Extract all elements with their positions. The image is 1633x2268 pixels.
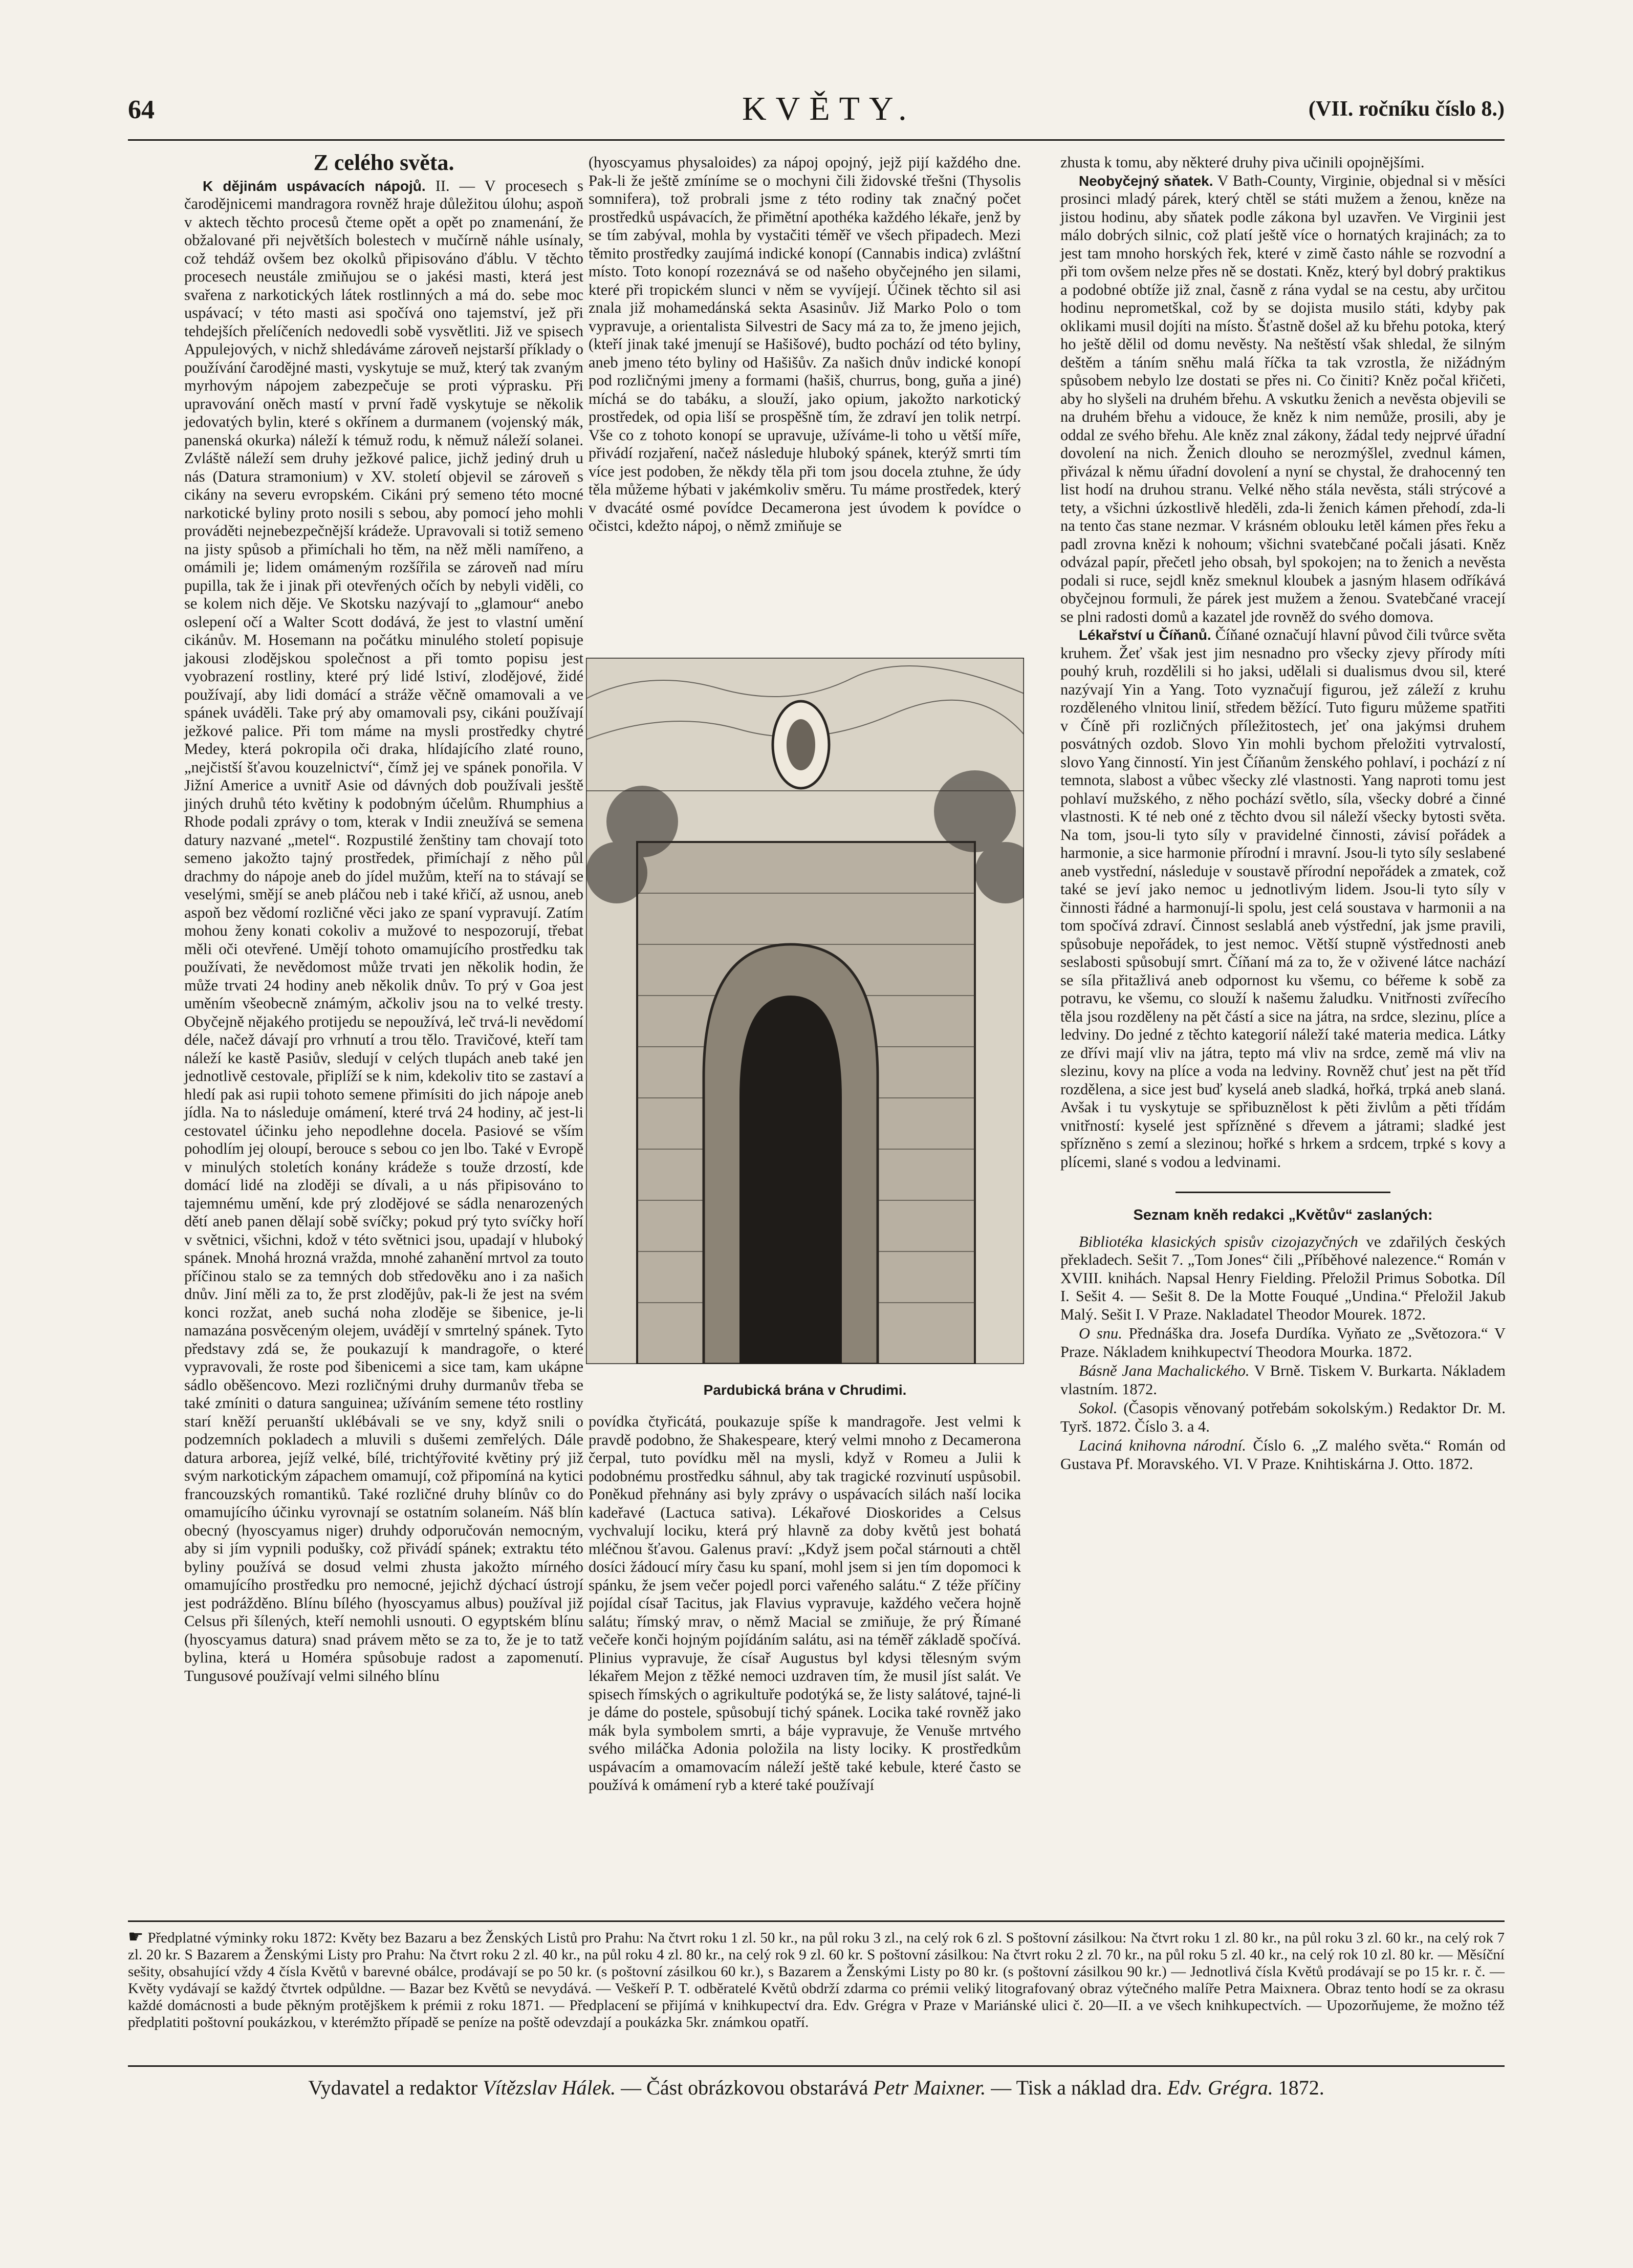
column-1 — [184, 150, 583, 1914]
books-heading: Seznam kněh redakci „Květův“ zaslaných: — [1133, 1207, 1433, 1223]
article-chinese-medicine — [1060, 626, 1506, 1171]
footer-year: 1872. — [1273, 2076, 1324, 2099]
notice-rule — [128, 1920, 1505, 1922]
book-entry — [1060, 1399, 1506, 1436]
column-3 — [1060, 154, 1506, 1914]
page-number: 64 — [128, 95, 155, 124]
book-title: Bibliotéka klasických spisův cizojazyčných — [1079, 1233, 1358, 1250]
printer-name: Edv. Grégra. — [1167, 2076, 1273, 2099]
article-continuation-2: povídka čtyřicátá, poukazuje spíše k mandragoře. Jest velmi k pravdě podobno, že Shakespeare, který velmi mnoho z Decamerona čerpal, tuto povídku měl na mysli, když v Romeu a Julii k podobnému prostředku sáhnul, aby tak tragické rozvinutí uspůsobil. Poněkud přehnány asi byly zprávy o uspávacích silách naší locika kadeřavé (Lactuca sativa). Lékařové Dioskorides a Celsus vychvalují lociku, která prý hlavně za doby květů jest bohatá mléčnou šťavou. Galenus praví: „Když jsem počal stárnouti a chtěl dosíci žádoucí míry času ku spaní, mohl jsem si jen tím dopomoci k spánku, že jsem večer pojedl porci vařeného salátu.“ Z téže příčiny pojídal císař Tacitus, jak Flavius vypravuje, každého večera hojně salátu; římský mrav, o němž Macial se zmiňuje, že prý Římané večeře konči hojným pojídáním salátu, asi na téměř základě spočívá. Plinius vypravuje, že císař Augustus byl kdysi tělesným svým lékařem Mejon z těžké nemoci uzdraven tím, že musil jíst salát. Ve spisech římských o agrikultuře podotýká se, že listy salátové, tajné-li je dáme do postele, spůsobují tichý spánek. Locika také rovněž jako mák byla symbolem smrti, a báje vypravuje, že Venuše mrtvého svého miláčka Adonia položila na listy lociky. K prostředkům uspávacím a omamovacím náleží ještě také kebule, které často se používá k omámení ryb a které také používají — [589, 1413, 1021, 1794]
section-divider — [1175, 1192, 1390, 1193]
book-details: Přednáška dra. Josefa Durdíka. Vyňato ze „Světozora.“ V Praze. Nákladem knihkupectví Theodora Mourka. 1872. — [1060, 1325, 1506, 1360]
section-title: Z celého světa. — [313, 150, 454, 175]
book-title: Básně Jana Machalického. — [1079, 1362, 1250, 1379]
illustrator-name: Petr Maixner. — [873, 2076, 986, 2099]
engraving-illustration — [586, 658, 1024, 1364]
editor-name: Vítězslav Hálek. — [483, 2076, 616, 2099]
article-heading: Neobyčejný sňatek. — [1079, 172, 1213, 189]
footer-rule — [128, 2065, 1505, 2067]
book-entry — [1060, 1233, 1506, 1324]
page-header — [128, 90, 1505, 136]
footer-text: — Tisk a náklad dra. — [986, 2076, 1167, 2099]
article-body: Číňané označují hlavní původ čili tvůrce světa kruhem. Žeť však jest jim nesnadno pro všecky zjevy přírody míti pouhý kruh, rozdělili si ho jaksi, udělali si dualismus dvou sil, které nazývají Yin a Yang. Toto vyznačují figurou, jež záleží z kruhu rozděleného vlnitou linií, středem běžící. Tuto figuru můžeme spatřiti v Číně při rozličných příležitostech, jeť ona jakýmsi druhem posvátných ozdob. Slovo Yin mohli bychom přeložiti vytrvalostí, slovo Yang činností. Yin jest Číňanům ženského pohlaví, i pochází z ní temnota, slabost a vůbec všecky zlé vlastnosti. Yang naproti tomu jest pohlaví mužského, z něho pochází světlo, síla, všecky dobré a činné vlastnosti. K té neb oné z těchto dvou sil náleží všecky bytosti světa. Na tom, jsou-li tyto síly v pravidelné činnosti, závisí pořádek a harmonie, a sice harmonie přírodní i mravní. Jsou-li tyto síly seslabené aneb vystřední, následuje v soustavě přírodní nepořádek a zmatek, což také se jeví jako nemoc u jednotlivým lidem. Jsou-li tyto síly v činnosti řádné a harmonují-li spolu, jest celá soustava v harmonii a na tom spočívá zdraví. Činnost seslablá aneb výstřední, jak jsme pravili, spůsobuje nepořádek, to jest nemoc. Větší stupně výstřednosti aneb seslabosti spůsobují smrt. Číňaní má za to, že v oživené látce nachází se síla přitažlivá aneb odpornost ku všemu, co béřeme k sobě za potravu, ke všemu, co slouží k našemu žaludku. Vnitřnosti zvířecího těla jsou rozděleny na pět částí a sice na játra, na srdce, slezinu, plíce a ledviny. Do jedné z těchto kategorií náleží také materia medica. Látky ze dřívi mají vliv na játra, tepto má vliv na srdce, země má vliv na slezinu, kovy na plíce a voda na ledviny. Rovněž chuť jest na pět tříd rozdělena, a sice jest buď kyselá aneb sladká, hořká, trpká aneb slaná. Avšak i tu vyskytuje se spřibuznělost k pěti živlům a pěti třídám vnitřností: kyselé jest spřízněné s dřevem a játrami; sladké jest spřízněno s zemí a slezinou; hořké s hrkem a srdcem, trpké s kovy a plícemi, slané s vodou a ledvinami. — [1060, 626, 1506, 1171]
publisher-footer — [128, 2076, 1505, 2100]
article-sleep-potions — [184, 177, 583, 1686]
illustration-caption: Pardubická brána v Chrudimi. — [703, 1382, 907, 1398]
book-title: Sokol. — [1079, 1399, 1118, 1417]
article-body: II. — V procesech s čarodějnicemi mandragora rovněž hraje důležitou úlohu; aspoň v aktech těchto procesů čteme opět a opět po znamenání, že obžalované při největších bolestech v mučírně náhle usínaly, což tehdáž ovšem bez okolků připisováno ďáblu. V těchto procesech neustále zmiňujou se o jakési masti, která jest svařena z narkotických látek rostlinných a má do. sebe moc uspávací; v této masti asi spočívá ono tajemství, jež při tehdejších přelíčeních nedovedli sobě vysvětliti. Již ve spisech Appulejových, v nichž shledáváme zároveň nejstarší příklady o používání čarodějné masti, vyskytuje se muž, který tak zvaným myrhovým nápojem zabezpečuje se proti výprasku. Při upravování oněch mastí v první řadě vyskytuje se několik jedovatých bylin, které s okřínem a durmanem (vojenský mák, panenská okurka) náleží k témuž rodu, k němuž náleží solanei. Zvláště náleží sem druhy ježkové palice, jichž jediný druh u nás (Datura stramonium) v XV. století objevil se zároveň s cikány na severu evropském. Cikáni prý semeno této mocné narkotické byliny proto nosili s sebou, aby pomocí jeho mohli prováděti nejnebezpečnější krádeže. Upravovali si totiž semeno na jisty spůsob a přimíchali ho těm, na něž měli namířeno, a omámili je; lidem omámeným rozšířila se zároveň nad míru pupilla, tak že i jinak při otevřených očích by nebyli viděli, co se kolem nich děje. Ve Skotsku nazývají to „glamour“ anebo oslepení očí a Walter Scott dodává, že jest to vlastní umění cikánův. M. Hosemann na počátku minulého století popisuje jakousi zlodějskou společnost a při tomto popisu jest vyobrazení rostliny, které prý lidé lstiví, zlodějové, židé používají, aby lidi domácí a stráže věčně omamovali a ve spánek uváděli. Take prý aby omamovali psy, cikáni používají ježkové palice. Při tom máme na mysli prostředky chytré Medey, která pokropila oči draka, hlídajícího zlaté rouno, „nejčistší šťavou kouzelnictví“, čímž jej ve spánek ponořila. V Jižní Americe a uvnitř Asie od dávných dob používali jesště jiných druhů této květiny k podobným účelům. Rhumphius a Rhode podali zprávy o tom, kterak v Indii zneužívá se semena datury nazvané „metel“. Rozpustilé ženštiny tam chovají toto semeno jakožto tajný prostředek, přimíchají z něho půl drachmy do nápoje aneb do jídel mužům, kteří na to stávají se veselými, smějí se aneb pláčou neb i také křičí, až usnou, aneb aspoň bez vědomí rozličné věci jako ze spaní vypravují. Zatím mohou ženy konati cokoliv a mužové to nespozorují, třebat měli oči otevřené. Umějí tohoto omamujícího prostředku tak používati, že nevědomost může trvati jen několik hodin, že může trvati 24 hodiny aneb několik dnův. To prý v Goa jest uměním všeobecně známým, ačkoliv jsou na to velké tresty. Obyčejně nějakého protijedu se nepoužívá, leč trvá-li nevědomí déle, načež dávají pro vrhnutí a trou tělo. Travičové, kteří tam náleží ke kastě Pasiův, sledují v celých tlupách aneb také jen jednotlivě cestovale, připlíží se k nim, kdekoliv tito se zastaví a hledí pak asi rupii tohoto semene přimísiti do jich nápoje aneb jídla. Na to následuje omámení, které trvá 24 hodiny, ač jest-li cestovatel účinku jeho nepodlehne docela. Pasiové se vším pohodlím jej oloupí, berouce s sebou co jen lbo. Také v Evropě v minulých stoletích konány krádeže s touže drzostí, kde domácí lidé na zloději se dívali, a u nás připisováno to tajemnému umění, kde prý zlodějové se sádla nenarozených dětí aneb panen dělají sobě svíčky; pokud prý tyto svíčky hoří v světnici, všichni, kdož v této světnici jsou, upadají v hluboký spánek. Mnohá hrozná vražda, mnohé zahanění mrtvol za touto příčinou stalo se za temných dob středověku ano i za našich dnův. Jiní měli za to, že prst zlodějův, pak-li že jest na svém konci rozžat, aneb suchá noha zloděje se šibenice, je-li namazána posvěceným olejem, uvádějí v smrtelný spánek. Tyto představy zdá se, že poukazují k mandragoře, o které vypravovali, že roste pod šibenicemi a sice tam, kam ukápne sádlo oběšencovo. Mezi rozličnými druhy durmanův třeba se také zmíniti o datura sanguinea; užíváním semene této rostliny starí kněží peruanští uklébávali se ve sny, když snili o podzemních pokladech a mluvili s dušemi zemřelých. Dále datura arborea, jejíž velké, bílé, trichtýřovité květiny prý již svým narkotickým zápachem omamují, což připomíná na kytici francouzských romantiků. Také rozličné druhy blínův co do omamujícího účinku vyrovnají se ostatním solaneím. Náš blín obecný (hyoscyamus niger) druhdy odporučován nemocným, aby si jím vypnili podušky, což přivádí spánek; extraktu této byliny používá se dosud velmi zhusta jakožto mírného omamujícího prostředku pro nemocné, jejichž dýchací ústrojí jest podrážděno. Blínu bílého (hyoscyamus albus) používal již Celsus při šílených, kteří nemohli usnouti. O egyptském blínu (hyoscyamus datura) snad právem měto se za to, že je to tatž bylina, která u Homéra spůsobuje radost a zapomenutí. Tungusové používají velmi silného blínu — [184, 177, 583, 1684]
column-2-top — [589, 154, 1021, 665]
book-title: O snu. — [1079, 1325, 1122, 1342]
book-details: ve zdařilých českých překladech. Sešit 7. „Tom Jones“ čili „Příběhové nalezence.“ Román v XVIII. knihách. Napsal Henry Fielding. Přeložil Primus Sobotka. Díl I. Sešit 4. — Sešit 8. De la Motte Fouqué „Undina.“ Přeložil Jakub Malý. Sešit I. V Praze. Nakladatel Theodor Mourek. 1872. — [1060, 1233, 1506, 1323]
gate-engraving — [586, 658, 1024, 1364]
book-title: Laciná knihovna národní. — [1079, 1437, 1246, 1454]
book-entry — [1060, 1325, 1506, 1361]
footer-text: Vydavatel a redaktor — [308, 2076, 483, 2099]
column-2-bottom — [589, 1413, 1021, 1914]
header-rule — [128, 139, 1505, 141]
book-entry — [1060, 1362, 1506, 1398]
subscription-notice — [128, 1929, 1505, 2031]
article-heading: K dějinám uspávacích nápojů. — [203, 178, 426, 194]
book-details: Číslo 6. „Z malého světa.“ Román od Gustava Pf. Moravského. VI. V Praze. Knihtiskárna J. Otto. 1872. — [1060, 1437, 1506, 1473]
article-continuation: (hyoscyamus physaloides) za nápoj opojný, jejž pijí každého dne. Pak-li že ještě zmíníme se o mochyni čili židovské třešni (Thysolis somnifera), tož probrali jsme z této rodiny tak značný počet prostředků uspávacích, že přimětní apothéka každého lékaře, jenž by se tím zabýval, mohla by vystačiti téměř ve všech připadech. Mezi těmito prostředky zaujímá indické konopí (Cannabis indica) zvláštní místo. Toto konopí rozeznává se od našeho obyčejného jen silami, které při tropickém slunci v něm se vyvíjejí. Účinek těchto sil asi znala již mohamedánská sekta Asasinův. Již Marko Polo o tom vypravuje, a orientalista Silvestri de Sacy má za to, že jmeno jejich, (kteří jinak také jmenují se Hašišové), budto pochází od této byliny, aneb jmeno této byliny od Hašišův. Za našich dnův indické konopí pod rozličnými jmeny a formami (hašiš, churrus, bong, guňa a jiné) míchá se do tabáku, a slouží, jako opium, jakožto narkotický prostředek, od opia liší se prospěšně tím, že zdraví jen tolik netrpí. Vše co z tohoto konopí se upravuje, užíváme-li toho u větší míře, přivádí rozjaření, načež následuje hluboký spánek, kterýž smrti tím více jest podoben, že někdy těla při tom jsou docela ztuhne, že údy těla můžeme hýbati v jakémkoliv směru. Tu máme prostředek, který v dvacáté osmé povídce Decamerona jest úvodem k povídce o očistci, kdežto nápoj, o němž zmiňuje se — [589, 154, 1021, 534]
article-body: V Bath-County, Virginie, objednal si v měsíci prosinci mladý párek, který chtěl se státi mužem a ženou, kněze na jistou hodinu, aby sňatek podle zákona byl uzavřen. Ve Virginii jest málo dobrých silnic, což platí ještě více o hornatých krajinách; za to jest tam mnoho horských řek, které v zimě často náhle se rozvodní a při tom ovšem nelze přes ně se dostati. Kněz, který byl dobrý praktikus a podobné obtíže již znal, časně z rána vydal se na cestu, aby určitou hodinu neprometškal, což by se dojista musilo státi, kdyby pak oklikami musil dojíti na místo. Šťastně došel až ku břehu potoka, který ho ještě dělil od domu nevěsty. Na neštěstí však shledal, že silným deštěm a táním sněhu malá říčka ta tak vzrostla, že nižádným spůsobem nebylo lze dostati se přes ni. Co činiti? Kněz počal křičeti, aby ho slyšeli na druhém břehu. A vskutku ženich a nevěsta objevili se na druhém břehu a vidouce, že kněz k nim nemůže, prosili, aby je oddal ze svého břehu. Ale kněz znal zákony, žádal tedy nejprvé úřadní dovolení na nich. Ženich dlouho se nerozmýšlel, zvednul kámen, přivázal k němu úřadní dovolení a nyní se chystal, že drahocenný ten list hodí na druhou stranu. Velké něho stála nevěsta, stáli strýcové a tety, a všichni úzkostlivě hleděli, zda-li ženich kámen přehodí, zda-li na tento čas stane nezmar. V krásném oblouku letěl kámen přes řeku a padl zrovna knězi k nohoum; všichni svatebčané počali jásati. Kněz odvázal papír, přečetl jeho obsah, byl spokojen; na to ženich a nevěsta podali si ruce, sejdl kněz smeknul kloubek a jasným hlasem odříkává obyčejnou formuli, že párek jest mužem a ženou. Svatebčané vracejí se plni radosti domů a kazatel jde rovněž do svého domova. — [1060, 171, 1506, 625]
footer-text: — Část obrázkovou obstarává — [616, 2076, 874, 2099]
book-entry — [1060, 1437, 1506, 1473]
pointing-hand-icon: ☛ — [128, 1928, 144, 1947]
article-heading: Lékařství u Číňanů. — [1079, 627, 1211, 643]
book-details: (Časopis věnovaný potřebám sokolským.) Redaktor Dr. M. Tyrš. 1872. Číslo 3. a 4. — [1060, 1399, 1506, 1435]
article-unusual-wedding — [1060, 172, 1506, 627]
article-beer-end: zhusta k tomu, aby některé druhy piva učinili opojnějšími. — [1060, 154, 1425, 171]
notice-text: Předplatné výminky roku 1872: Květy bez Bazaru a bez Ženských Listů pro Prahu: Na čtvrt roku 1 zl. 50 kr., na půl roku 3 zl., na celý rok 6 zl. S poštovní zásilkou: Na čtvrt roku 1 zl. 80 kr., na půl roku 3 zl. 60 kr., na celý rok 7 zl. 20 kr. S Bazarem a Ženskými Listy pro Prahu: Na čtvrt roku 2 zl. 40 kr., na půl roku 4 zl. 80 kr., na celý rok 9 zl. 60 kr. S poštovní zásilkou: Na čtvrt roku 2 zl. 70 kr., na půl roku 5 zl. 40 kr., na celý rok 10 zl. 80 kr. — Měsíční sešity, obsahující vždy 4 čísla Květů v barevné obálce, prodávají se po 50 kr. (s poštovní zásilkou 60 kr.), s Bazarem a Ženskými Listy po 80 kr. (s poštovní zásilkou 90 kr.) — Jednotlivá čísla Květů prodávají se po 15 kr. r. č. — Květy vydávají se každý čtvrtek odpůldne. — Bazar bez Květů se nevydává. — Veškeří P. T. odběratelé Květů obdrží zdarma co prémii veliký litografovaný obraz výtečného malíře Petra Maixnera. Obraz tento hodí se za okrasu každé domácnosti a bude pěkným protějškem k prémii z roku 1871. — Předplacení se přijímá v knihkupectví dra. Edv. Grégra v Praze v Mariánské ulici č. 20—II. a ve všech knihkupectvích. — Upozorňujeme, že možno též předplatiti poštovní poukázkou, v kterémžto případě se peníze na poště odevzdají a poukázka 5kr. známkou opatří. — [128, 1930, 1505, 2031]
masthead-title: KVĚTY. — [742, 90, 916, 127]
book-details: V Brně. Tiskem V. Burkarta. Nákladem vlastním. 1872. — [1060, 1362, 1506, 1398]
issue-label: (VII. ročníku číslo 8.) — [1308, 97, 1505, 121]
